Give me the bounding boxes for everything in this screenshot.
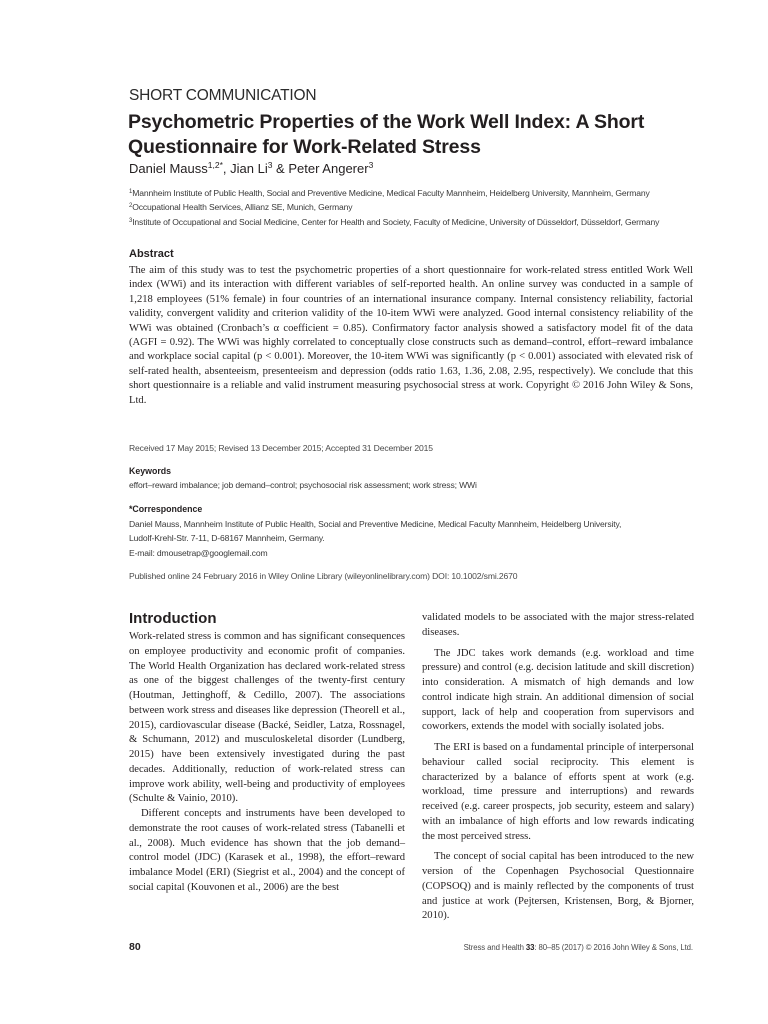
correspondence-heading: *Correspondence (129, 504, 203, 514)
author-name: Peter Angerer (288, 161, 369, 176)
affiliation-item (129, 215, 709, 229)
body-paragraph: The JDC takes work demands (e.g. workload and time pressure) and control (e.g. decision latitude and skill discretion) into consideration. A mismatch of high demands and low control indicate high strain. An additional dimension of social support, lack of help and cooperation from supervisors and coworkers, extends the model with socially isolated jobs. (422, 647, 694, 733)
body-paragraph: Work-related stress is common and has significant consequences on employee productivity and economic profit of companies. The World Health Organization has declared work-related stress as one of the biggest challenges of the twenty-first century (Houtman, Jettinghoff, & Cedillo, 2007). The associations between work stress and diseases like depression (Theorell et al., 2015), cardiovascular disease (Backé, Seidler, Latza, Rossnagel, & Schumann, 2012) and musculoskeletal disorder (Lundberg, 2015) have been extensively investigated during the past decades. Additionally, reduction of work-related stress can improve work ability, well-being and productivity of employees (Schulte & Vainio, 2010). (129, 631, 405, 805)
affiliation-item (129, 186, 709, 200)
affiliation-list (129, 186, 709, 229)
affiliation-text: Occupational Health Services, Allianz SE, Munich, Germany (132, 202, 353, 213)
author-name: Jian Li (230, 161, 268, 176)
introduction-left-column (129, 630, 405, 896)
article-history-dates: Received 17 May 2015; Revised 13 December 2015; Accepted 31 December 2015 (129, 443, 433, 453)
affiliation-item (129, 200, 709, 214)
author-list (129, 161, 373, 176)
journal-pages-copyright: : 80–85 (2017) © 2016 John Wiley & Sons, Ltd. (534, 943, 693, 952)
article-title: Psychometric Properties of the Work Well Index: A Short Questionnaire for Work-Related Stress (128, 111, 645, 158)
correspondence-address-line: Daniel Mauss, Mannheim Institute of Public Health, Social and Preventive Medicine, Medical Faculty Mannheim, Heidelberg University, (129, 519, 622, 529)
introduction-right-column (422, 611, 694, 924)
body-paragraph: validated models to be associated with the major stress-related diseases. (422, 612, 694, 638)
introduction-heading: Introduction (129, 610, 217, 627)
body-paragraph: The ERI is based on a fundamental principle of interpersonal behaviour called social reciprocity. This element is characterized by a balance of efforts spent at work (e.g. workload, time pressure and interruptions) and rewards received (e.g. career prospects, job security, esteem and salary) with an imbalance of high efforts and low rewards indicating the most perceived stress. (422, 742, 694, 842)
abstract-heading: Abstract (129, 248, 174, 260)
correspondence-email[interactable]: E-mail: dmousetrap@googlemail.com (129, 547, 268, 558)
affiliation-number: 2 (129, 203, 133, 210)
article-type-label: SHORT COMMUNICATION (129, 87, 317, 104)
keywords-heading: Keywords (129, 466, 172, 476)
journal-name: Stress and Health (463, 943, 526, 952)
correspondence-block (129, 517, 699, 560)
abstract-body: The aim of this study was to test the psychometric properties of a short questionnaire for work-related stress entitled Work Well index (WWi) and its interaction with different variables of self-reported health. An online survey was conducted in a sample of 1,218 employees (51% female) in four countries of an international insurance company. Internal consistency reliability, factorial validity, convergent validity and criterion validity of the 10-item WWi were analyzed. Good internal consistency reliability of the WWi was obtained (Cronbach’s α coefficient = 0.85). Confirmatory factor analysis showed a satisfactory model fit of the data (AGFI = 0.92). The WWi was highly correlated to conceptually close constructs such as demand–control, effort–reward imbalance and workplace social capital (p < 0.001). Moreover, the 10-item WWi was significantly (p < 0.001) associated with elevated risk of self-rated health, absenteeism, presenteeism and depression (odds ratio 1.63, 1.36, 2.08, 2.95, respectively). We conclude that this short questionnaire is a reliable and valid instrument measuring psychosocial stress at work. Copyright © 2016 John Wiley & Sons, Ltd. (129, 265, 693, 406)
page-number: 80 (129, 941, 141, 953)
affiliation-text: Institute of Occupational and Social Medicine, Center for Health and Society, Faculty of Medicine, University of Düsseldorf, Düsseldorf, Germany (132, 216, 660, 227)
author-affiliation-marker: 3 (368, 160, 374, 170)
correspondence-address-line: Ludolf-Krehl-Str. 7-11, D-68167 Mannheim, Germany. (129, 533, 325, 544)
affiliation-text: Mannheim Institute of Public Health, Social and Preventive Medicine, Medical Faculty Mannheim, Heidelberg University, Mannheim, Germany (132, 188, 650, 198)
body-paragraph: Different concepts and instruments have been developed to demonstrate the root causes of work-related stress (Tabanelli et al., 2008). Much evidence has shown that the job demand–control model (JDC) (Karasek et al., 1998), the effort–reward imbalance Model (ERI) (Siegrist et al., 2004) and the concept of social capital (Kouvonen et al., 2006) are the best (129, 808, 405, 893)
journal-volume: 33 (525, 943, 535, 952)
author-affiliation-marker: 1,2* (207, 160, 223, 170)
affiliation-number: 1 (129, 189, 133, 195)
author-affiliation-marker: 3 (267, 160, 273, 170)
affiliation-number: 3 (129, 217, 133, 224)
author-separator: , (222, 161, 231, 176)
author-name: Daniel Mauss (129, 161, 208, 176)
publication-info-doi: Published online 24 February 2016 in Wiley Online Library (wileyonlinelibrary.com) DOI: 10.1002/smi.2670 (129, 571, 518, 581)
journal-citation-footer (464, 943, 693, 952)
keywords-list: effort–reward imbalance; job demand–control; psychosocial risk assessment; work stress; WWi (129, 480, 477, 490)
body-paragraph: The concept of social capital has been introduced to the new version of the Copenhagen Psychosocial Questionnaire (COPSOQ) and is mainly reflected by the components of trust and justice at work (Pejtersen, Kristensen, Borg, & Bjorner, 2010). (422, 851, 694, 922)
author-separator: & (272, 161, 289, 176)
